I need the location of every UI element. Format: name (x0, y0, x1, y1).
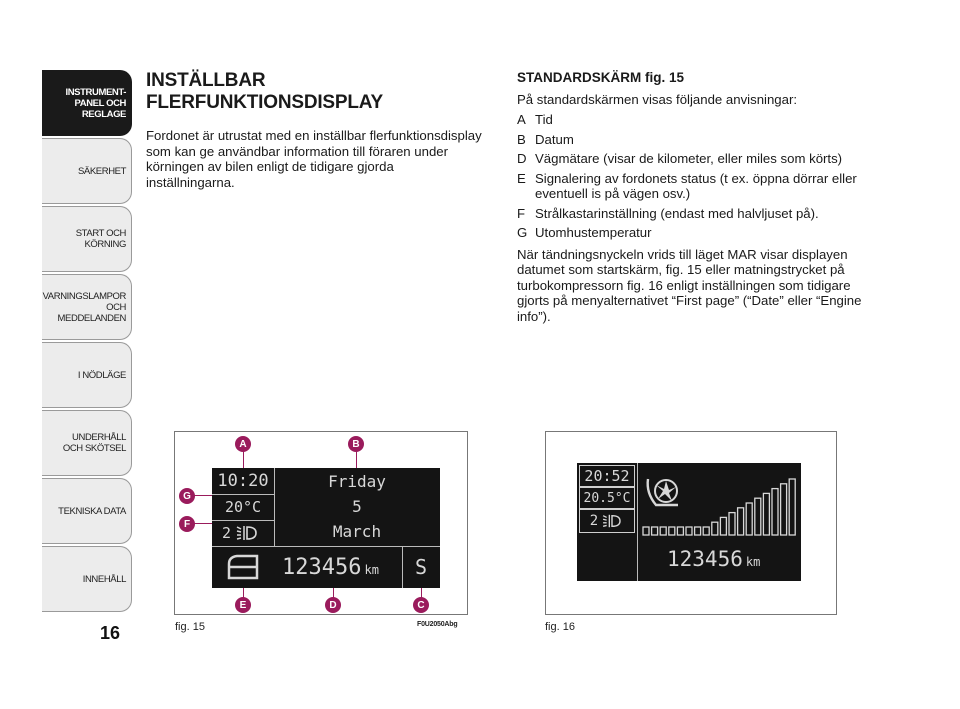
boost-bar (695, 527, 701, 535)
boost-bar (755, 498, 761, 535)
lead-text: På standardskärmen visas följande anvisningar: (517, 91, 798, 107)
figure-15 (174, 431, 468, 615)
headlight-setting (579, 509, 635, 533)
clock-value: 10:20 (217, 471, 269, 491)
legend-text: Datum (535, 131, 574, 147)
startup-paragraph: När tändningsnyckeln vrids till läget MAR visar displayen datumet som startskärm, fig. 15 eller matningstrycket på turbokompressorn fig. 16 enligt inställningen som tidigare gjorts på menyalternativet “First page” (“Date” eller “Engine info”). (517, 246, 862, 324)
odometer-unit: km (364, 563, 379, 577)
legend-text: Strålkastarinställning (endast med halvljuset på). (535, 205, 819, 221)
legend-key: F (517, 205, 526, 221)
temperature-value: 20°C (224, 498, 262, 516)
odometer (274, 546, 402, 588)
leader-line (243, 450, 244, 468)
boost-bar (652, 527, 658, 535)
day-value: Friday (328, 471, 386, 491)
tab-tekniska-data[interactable]: TEKNISKA DATA (42, 478, 132, 544)
tab-varningslampor[interactable]: VARNINGSLAMPOR OCH MEDDELANDEN (42, 274, 132, 340)
legend-text: Vägmätare (visar de kilometer, eller miles som körts) (535, 151, 843, 166)
boost-bar (660, 527, 666, 535)
page-number: 16 (100, 623, 121, 643)
legend-item (517, 112, 872, 128)
boost-bar (669, 527, 675, 535)
tab-innehall[interactable]: INNEHÅLL (42, 546, 132, 612)
boost-bar (729, 513, 735, 535)
figure-15-caption: fig. 15 (175, 621, 205, 633)
tab-instrumentpanel[interactable]: INSTRUMENT- PANEL OCH REGLAGE (42, 70, 132, 136)
legend-item (517, 225, 872, 241)
odometer-unit: km (745, 555, 761, 569)
month-value: March (332, 521, 382, 541)
clock-value: 20:52 (579, 465, 635, 487)
standard-screen-section (517, 70, 872, 324)
headlight-setting (212, 520, 274, 546)
boost-bar (781, 484, 787, 535)
boost-bar (772, 489, 778, 535)
section-heading (146, 70, 476, 114)
boost-bar (703, 527, 709, 535)
legend-item (517, 171, 872, 202)
boost-bar (738, 508, 744, 535)
legend-key: A (517, 112, 526, 127)
legend-text: Tid (535, 112, 553, 127)
divider (637, 463, 638, 581)
subheading: STANDARDSKÄRM fig. 15 (517, 70, 685, 85)
odometer-value: 123456 (282, 554, 362, 580)
figure-16-caption: fig. 16 (545, 621, 575, 633)
boost-bar (789, 479, 795, 535)
legend-item (517, 151, 872, 167)
tab-i-nodlage[interactable]: I NÖDLÄGE (42, 342, 132, 408)
callout-c: C (413, 597, 429, 613)
boost-bar (720, 517, 726, 535)
status-signal (212, 546, 274, 588)
legend-key: E (517, 170, 526, 186)
legend-key: G (517, 225, 528, 240)
legend-item (517, 132, 872, 148)
callout-e: E (235, 597, 251, 613)
display-screen (577, 463, 801, 581)
figure-16 (545, 431, 837, 615)
heading-line-2: FLERFUNKTIONSDISPLAY (146, 92, 384, 113)
boost-bar (677, 527, 683, 535)
legend-item (517, 206, 872, 222)
boost-bar (712, 522, 718, 535)
legend-key: D (517, 151, 527, 166)
display-screen (212, 468, 440, 588)
headlight-icon (234, 524, 260, 542)
leader-line (356, 450, 357, 468)
legend-text: Utomhustemperatur (535, 225, 652, 240)
heading-line-1: INSTÄLLBAR (146, 70, 266, 91)
callout-d: D (325, 597, 341, 613)
boost-bargraph (641, 477, 797, 537)
odometer-value: 123456 (667, 547, 743, 571)
boost-bar (643, 527, 649, 535)
status-letter: S (414, 555, 428, 579)
headlight-level: 2 (589, 513, 599, 529)
headlight-icon (600, 513, 624, 529)
headlight-level: 2 (222, 524, 232, 542)
tab-start-och-korning[interactable]: START OCH KÖRNING (42, 206, 132, 272)
figure-15-code: F0U2050Abg (417, 621, 458, 628)
door-open-icon (223, 552, 263, 582)
temperature-value: 20.5°C (579, 487, 635, 509)
legend-key: B (517, 131, 526, 147)
boost-bar (746, 503, 752, 535)
callout-g: G (179, 488, 195, 504)
tab-sakerhet[interactable]: SÄKERHET (42, 138, 132, 204)
legend-text: Signalering av fordonets status (t ex. öppna dörrar eller eventuell is på vägen osv.) (535, 170, 857, 201)
boost-bar (686, 527, 692, 535)
intro-paragraph: Fordonet är utrustat med en inställbar flerfunktionsdisplay som kan ge användbar information till föraren under körningen av bilen enligt de tidigare gjorda inställningarna. (146, 128, 482, 190)
odometer (641, 541, 801, 577)
callout-a: A (235, 436, 251, 452)
tab-underhall[interactable]: UNDERHÅLL OCH SKÖTSEL (42, 410, 132, 476)
callout-b: B (348, 436, 364, 452)
callout-f: F (179, 516, 195, 532)
boost-bar (763, 493, 769, 535)
date-value: 5 (352, 496, 362, 516)
